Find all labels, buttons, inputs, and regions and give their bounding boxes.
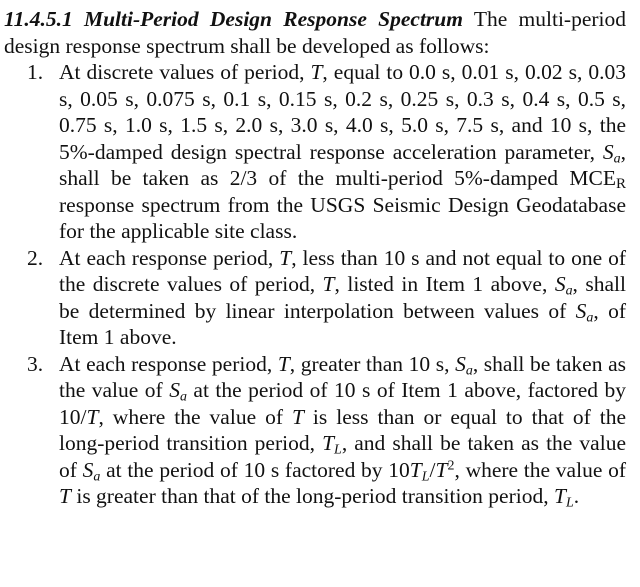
section-heading <box>4 7 463 31</box>
item-text: At each response period, T, less than 10 s and not equal to one of the discrete values of period, T, listed in Item 1 above, $S_a$, shall be determined by linear interpolation between values of $S_a$, of Item 1 above. <box>59 245 626 349</box>
item-number: 3. <box>27 351 44 376</box>
section-number: 11.4.5.1 <box>4 7 73 31</box>
item-number: 1. <box>27 60 44 84</box>
numbered-list <box>4 59 626 510</box>
item-text: At each response period, T, greater than 10 s, $S_a$, shall be taken as the value of $S_a$ at the period of 10 s of Item 1 above, factored by 10/T, where the value of T is less than or equal to that of the long-period transition period, $T_L$, and shall be taken as the value of $S_a$ at the period of 10 s factored by $10T_L/T^2$, where the value of T is greater than that of the long-period transition period, $T_L$. <box>59 351 626 511</box>
list-item-2 <box>4 245 626 351</box>
section-intro <box>4 6 626 59</box>
intro-text: The multi-period design response spectrum shall be developed as follows: <box>4 7 627 58</box>
item-number: 2. <box>27 245 44 270</box>
list-item-3 <box>4 351 626 510</box>
list-item-1 <box>4 59 626 245</box>
item-text: At discrete values of period, T, equal to 0.0 s, 0.01 s, 0.02 s, 0.03 s, 0.05 s, 0.075 s, 0.1 s, 0.15 s, 0.2 s, 0.25 s, 0.3 s, 0.4 s, 0.5 s, 0.75 s, 1.0 s, 1.5 s, 2.0 s, 3.0 s, 4.0 s, 5.0 s, 7.5 s, and 10 s, the 5%-damped design spectral response acceleration parameter, $S_a$, shall be taken as 2/3 of the multi-period 5%-damped MCER response spectrum from the USGS Seismic Design Geodatabase for the applicable site class. <box>59 60 626 243</box>
section-title: Multi-Period Design Response Spectrum <box>83 7 463 31</box>
